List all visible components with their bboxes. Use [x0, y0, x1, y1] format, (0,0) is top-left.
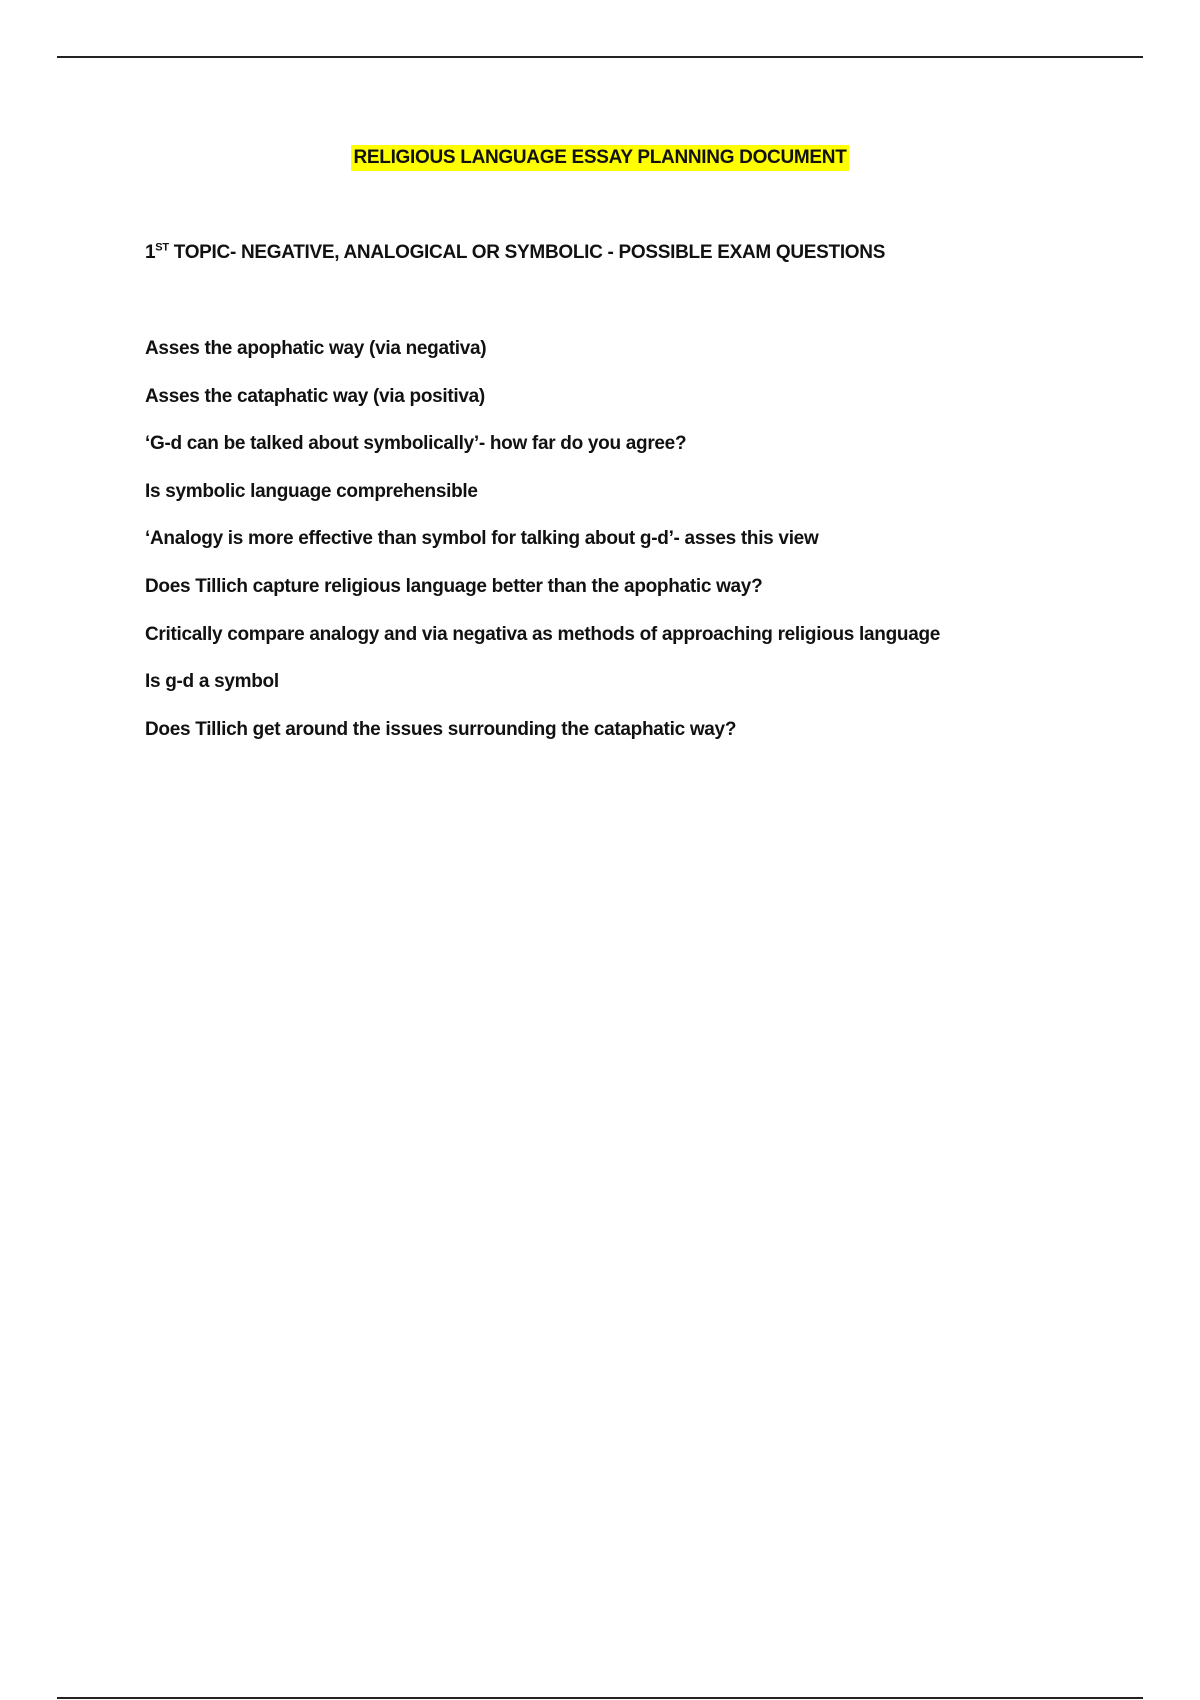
- question-item: Is g-d a symbol: [145, 671, 279, 693]
- section-heading: [145, 242, 885, 264]
- question-item: Asses the apophatic way (via negativa): [145, 338, 487, 359]
- bottom-rule: [57, 1697, 1143, 1699]
- question-item: Critically compare analogy and via negativa as methods of approaching religious language: [145, 623, 941, 645]
- question-item: Asses the cataphatic way (via positiva): [145, 385, 485, 407]
- question-item: ‘Analogy is more effective than symbol for talking about g-d’- asses this view: [145, 528, 819, 550]
- question-item: Is symbolic language comprehensible: [145, 480, 478, 502]
- top-rule: [57, 56, 1143, 58]
- title-container: [0, 145, 1200, 171]
- section-ordinal: 1: [145, 242, 156, 263]
- section-ordinal-suffix: ST: [155, 241, 169, 254]
- question-item: Does Tillich get around the issues surrounding the cataphatic way?: [145, 718, 737, 740]
- section-heading-text: TOPIC- NEGATIVE, ANALOGICAL OR SYMBOLIC - POSSIBLE EXAM QUESTIONS: [168, 242, 886, 263]
- page-title: RELIGIOUS LANGUAGE ESSAY PLANNING DOCUMENT: [351, 145, 848, 171]
- question-item: ‘G-d can be talked about symbolically’- how far do you agree?: [145, 433, 687, 455]
- question-item: Does Tillich capture religious language better than the apophatic way?: [145, 575, 763, 597]
- question-list: [145, 336, 940, 764]
